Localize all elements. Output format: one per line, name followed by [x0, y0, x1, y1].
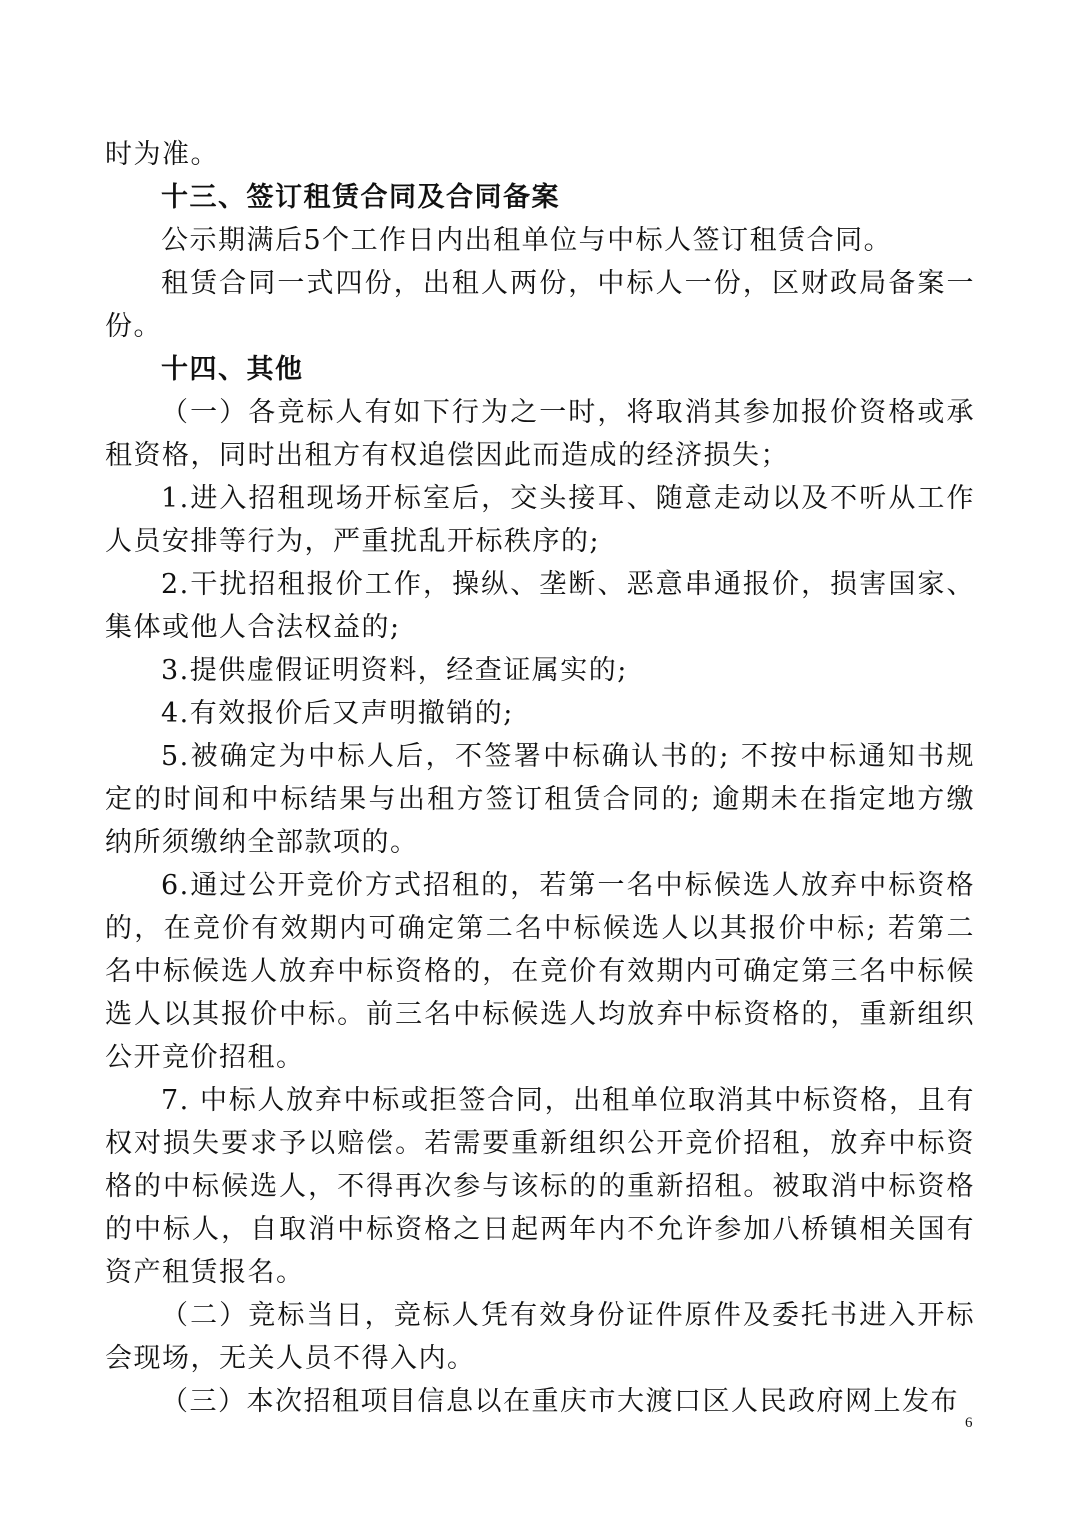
list-item-6: 6.通过公开竞价方式招租的，若第一名中标候选人放弃中标资格的，在竞价有效期内可确定第二名中标候选人以其报价中标; 若第二名中标候选人放弃中标资格的，在竞价有效期内可确定第三名中标候选人以其报价中标。前三名中标候选人均放弃中标资格的，重新组织公开竞价招租。	[105, 870, 975, 1073]
paragraph-signing-deadline: 公示期满后5个工作日内出租单位与中标人签订租赁合同。	[161, 225, 893, 256]
list-item-3: 3.提供虚假证明资料，经查证属实的;	[161, 655, 628, 686]
list-item-2: 2.干扰招租报价工作，操纵、垄断、恶意串通报价，损害国家、集体或他人合法权益的;	[105, 569, 975, 643]
list-item-4: 4.有效报价后又声明撤销的;	[161, 698, 514, 729]
list-item-7: 7. 中标人放弃中标或拒签合同，出租单位取消其中标资格，且有权对损失要求予以赔偿。若需要重新组织公开竞价招租，放弃中标资格的中标候选人，不得再次参与该标的的重新招租。被取消中标资格的中标人，自取消中标资格之日起两年内不允许参加八桥镇相关国有资产租赁报名。	[105, 1085, 975, 1288]
page-number: 6	[965, 1415, 973, 1431]
section-heading-13: 十三、签订租赁合同及合同备案	[161, 182, 560, 213]
paragraph-clause-2: （二）竞标当日，竞标人凭有效身份证件原件及委托书进入开标会现场，无关人员不得入内。	[105, 1300, 975, 1374]
body-text	[105, 133, 975, 1423]
paragraph-contract-copies: 租赁合同一式四份，出租人两份，中标人一份，区财政局备案一份。	[105, 268, 975, 342]
list-item-5: 5.被确定为中标人后，不签署中标确认书的; 不按中标通知书规定的时间和中标结果与出租方签订租赁合同的; 逾期未在指定地方缴纳所须缴纳全部款项的。	[105, 741, 975, 858]
paragraph-clause-3: （三）本次招租项目信息以在重庆市大渡口区人民政府网上发布	[161, 1386, 959, 1417]
list-item-1: 1.进入招租现场开标室后，交头接耳、随意走动以及不听从工作人员安排等行为，严重扰乱开标秩序的;	[105, 483, 975, 557]
paragraph-continuation: 时为准。	[105, 139, 219, 170]
section-heading-14: 十四、其他	[161, 354, 304, 385]
paragraph-clause-1: （一）各竞标人有如下行为之一时，将取消其参加报价资格或承租资格，同时出租方有权追偿因此而造成的经济损失；	[105, 397, 975, 471]
